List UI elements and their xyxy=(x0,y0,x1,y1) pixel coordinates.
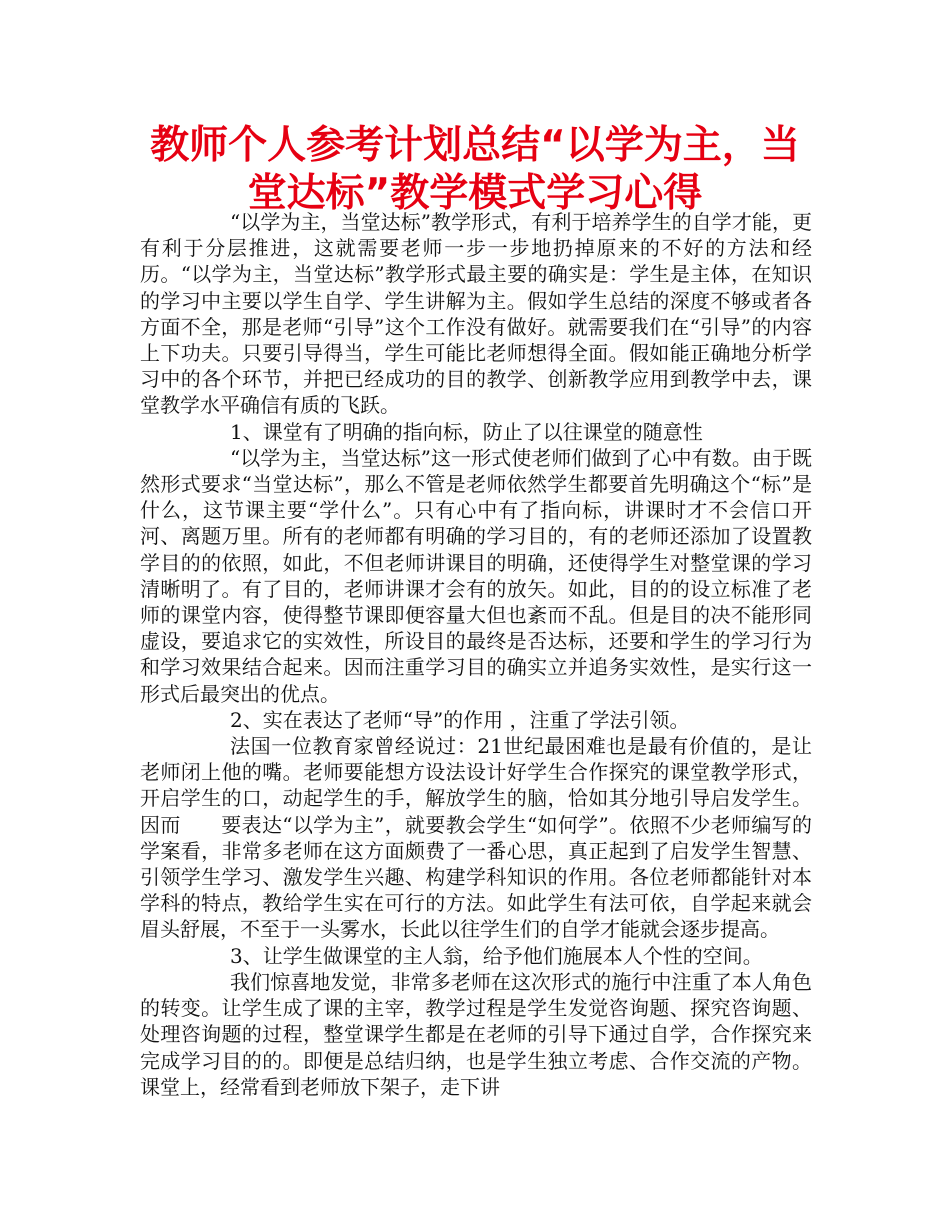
document-title: 教师个人参考计划总结“以学为主，当堂达标”教学模式学习心得 xyxy=(150,123,800,216)
paragraph-section-3: 我们惊喜地发觉，非常多老师在这次形式的施行中注重了本人角色的转变。让学生成了课的主宰，教学过程是学生发觉咨询题、探究咨询题、处理咨询题的过程，整堂课学生都是在老师的引导下通过自学，合作探究来完成学习目的的。即便是总结归纳，也是学生独立考虑、合作交流的产物。课堂上，经常看到老师放下架子，走下讲 xyxy=(140,969,812,1099)
section-heading-3: 3、让学生做课堂的主人翁，给予他们施展本人个性的空间。 xyxy=(230,943,763,968)
paragraph-section-1: “以学为主，当堂达标”这一形式使老师们做到了心中有数。由于既然形式要求“当堂达标”，那么不管是老师依然学生都要首先明确这个“标”是什么，这节课主要“学什么”。只有心中有了指向标，讲课时才不会信口开河、离题万里。所有的老师都有明确的学习目的，有的老师还添加了设置教学目的的依照，如此，不但老师讲课目的明确，还使得学生对整堂课的学习清晰明了。有了目的，老师讲课才会有的放矢。如此，目的的设立标准了老师的课堂内容，使得整节课即便容量大但也紊而不乱。但是目的决不能形同虚设，要追求它的实效性，所设目的最终是否达标，还要和学生的学习行为和学习效果结合起来。因而注重学习目的确实立并追务实效性，是实行这一形式后最突出的优点。 xyxy=(140,445,812,706)
paragraph-intro: “以学为主，当堂达标”教学形式，有利于培养学生的自学才能，更有利于分层推进，这就需要老师一步一步地扔掉原来的不好的方法和经历。“以学为主，当堂达标”教学形式最主要的确实是：学生是主体，在知识的学习中主要以学生自学、学生讲解为主。假如学生总结的深度不够或者各方面不全，那是老师“引导”这个工作没有做好。就需要我们在“引导”的内容上下功夫。只要引导得当，学生可能比老师想得全面。假如能正确地分析学习中的各个环节，并把已经成功的目的教学、创新教学应用到教学中去，课堂教学水平确信有质的飞跃。 xyxy=(140,210,812,418)
document-body xyxy=(140,209,812,1100)
paragraph-section-2: 法国一位教育家曾经说过：21世纪最困难也是最有价值的，是让老师闭上他的嘴。老师要能想方设法设计好学生合作探究的课堂教学形式，开启学生的口，动起学生的手，解放学生的脑，恰如其分地引导启发学生。因而 要表达“以学为主”，就要教会学生“如何学”。依照不少老师编写的学案看，非常多老师在这方面颇费了一番心思，真正起到了启发学生智慧、引领学生学习、激发学生兴趣、构建学科知识的作用。各位老师都能针对本学科的特点，教给学生实在可行的方法。如此学生有法可依，自学起来就会眉头舒展，不至于一头雾水，长此以往学生们的自学才能就会逐步提高。 xyxy=(140,734,812,942)
section-heading-2: 2、实在表达了老师“导”的作用 ，注重了学法引领。 xyxy=(230,707,690,732)
section-heading-1: 1、课堂有了明确的指向标，防止了以往课堂的随意性 xyxy=(230,419,703,444)
